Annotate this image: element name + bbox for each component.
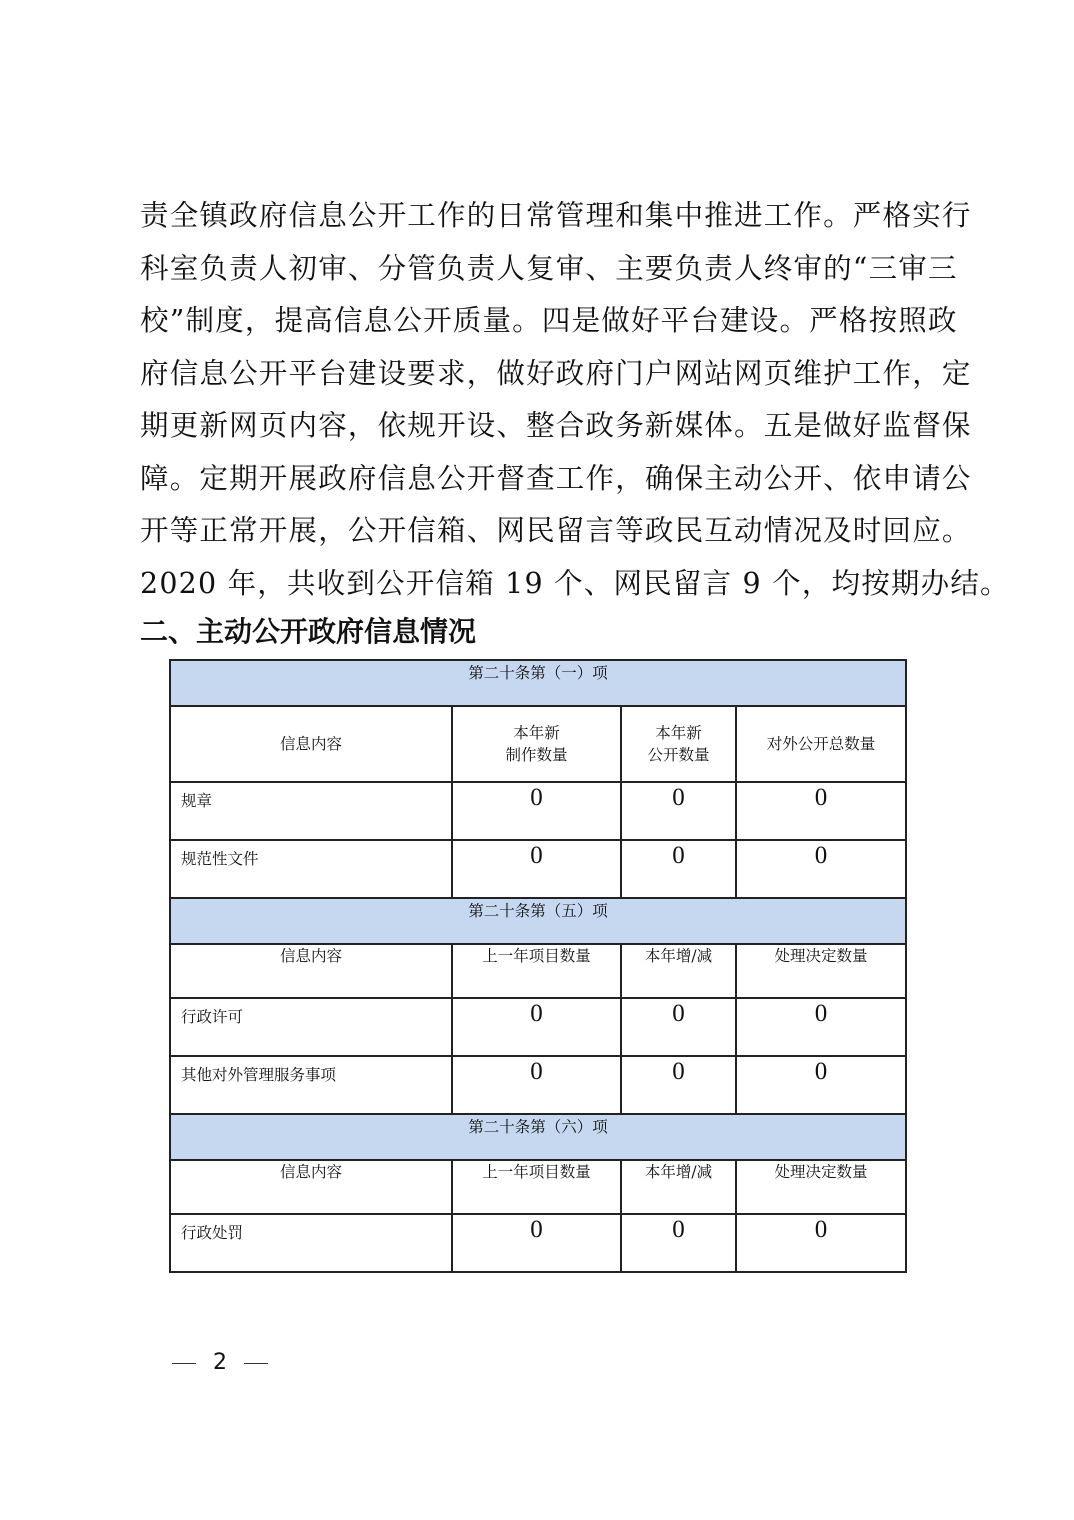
table-row [170, 782, 906, 840]
cell-value: 0 [736, 782, 906, 840]
column-header: 本年新 制作数量 [452, 706, 621, 782]
section-title: 第二十条第（一）项 [170, 660, 906, 706]
table-row [170, 998, 906, 1056]
section-title-row [170, 1114, 906, 1160]
column-header: 上一年项目数量 [452, 944, 621, 998]
header-row [170, 706, 906, 782]
paragraph-line: 开等正常开展，公开信箱、网民留言等政民互动情况及时回应。 [140, 514, 972, 547]
cell-value: 0 [621, 1056, 736, 1114]
cell-value: 0 [452, 1056, 621, 1114]
table-row [170, 1214, 906, 1272]
section-title-row [170, 898, 906, 944]
section-title: 第二十条第（六）项 [170, 1114, 906, 1160]
column-header: 上一年项目数量 [452, 1160, 621, 1214]
column-header: 信息内容 [170, 1160, 452, 1214]
cell-value: 0 [452, 840, 621, 898]
page-footer [172, 1350, 268, 1375]
column-header: 本年增/减 [621, 944, 736, 998]
section-heading: 二、主动公开政府信息情况 [140, 615, 477, 648]
section-title: 第二十条第（五）项 [170, 898, 906, 944]
cell-value: 0 [452, 998, 621, 1056]
column-header: 对外公开总数量 [736, 706, 906, 782]
row-label: 行政许可 [170, 998, 452, 1056]
header-row [170, 1160, 906, 1214]
row-label: 其他对外管理服务事项 [170, 1056, 452, 1114]
cell-value: 0 [621, 1214, 736, 1272]
cell-value: 0 [621, 840, 736, 898]
body-paragraph [140, 190, 1010, 610]
cell-value: 0 [736, 998, 906, 1056]
page-number: 2 [213, 1350, 227, 1375]
paragraph-line: 科室负责人初审、分管负责人复审、主要负责人终审的“三审三 [140, 251, 958, 285]
column-header: 本年新 公开数量 [621, 706, 736, 782]
column-header: 本年增/减 [621, 1160, 736, 1214]
paragraph-line: 责全镇政府信息公开工作的日常管理和集中推进工作。严格实行 [140, 199, 972, 232]
column-header: 信息内容 [170, 944, 452, 998]
table-row [170, 1056, 906, 1114]
paragraph-line: 期更新网页内容，依规开设、整合政务新媒体。五是做好监督保 [140, 409, 972, 442]
cell-value: 0 [452, 782, 621, 840]
row-label: 行政处罚 [170, 1214, 452, 1272]
dash-right [244, 1363, 268, 1364]
cell-value: 0 [736, 1214, 906, 1272]
paragraph-line: 障。定期开展政府信息公开督查工作，确保主动公开、依申请公 [140, 461, 972, 495]
cell-value: 0 [621, 782, 736, 840]
column-header: 处理决定数量 [736, 1160, 906, 1214]
cell-value: 0 [736, 1056, 906, 1114]
cell-value: 0 [452, 1214, 621, 1272]
cell-value: 0 [736, 840, 906, 898]
column-header: 信息内容 [170, 706, 452, 782]
column-header: 处理决定数量 [736, 944, 906, 998]
cell-value: 0 [621, 998, 736, 1056]
section-title-row [170, 660, 906, 706]
dash-left [172, 1363, 196, 1364]
paragraph-line: 府信息公开平台建设要求，做好政府门户网站网页维护工作，定 [140, 356, 972, 390]
table-row [170, 840, 906, 898]
disclosure-table [169, 659, 907, 1273]
row-label: 规范性文件 [170, 840, 452, 898]
header-row [170, 944, 906, 998]
row-label: 规章 [170, 782, 452, 840]
paragraph-line: 校”制度，提高信息公开质量。四是做好平台建设。严格按照政 [140, 304, 958, 337]
paragraph-line: 2020 年，共收到公开信箱 19 个、网民留言 9 个，均按期办结。 [140, 566, 1010, 600]
